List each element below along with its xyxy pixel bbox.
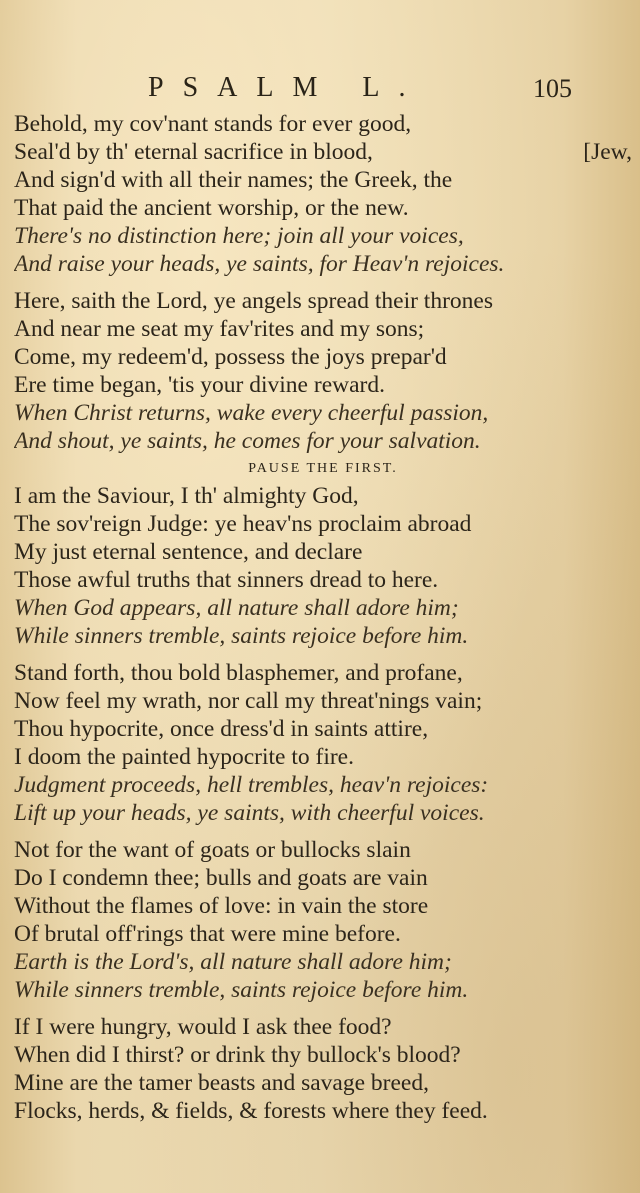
verse-line [14,920,632,948]
line-text: Earth is the Lord's, all nature shall adore him; [14,949,452,975]
verse-line [14,110,632,138]
line-text: I am the Saviour, I th' almighty God, [14,483,359,509]
verse-line [14,538,632,566]
verse-line [14,371,632,399]
line-text: And raise your heads, ye saints, for Heav'n rejoices. [14,251,505,277]
line-text: Now feel my wrath, nor call my threat'nings vain; [14,688,483,714]
line-text: Not for the want of goats or bullocks slain [14,837,411,863]
line-text: If I were hungry, would I ask thee food? [14,1014,392,1040]
stanza [14,836,632,1004]
stanza [14,110,632,278]
line-text: That paid the ancient worship, or the new. [14,195,409,221]
carried-over-word: [Jew, [583,139,632,165]
line-text: While sinners tremble, saints rejoice before him. [14,977,469,1003]
line-text: Do I condemn thee; bulls and goats are vain [14,865,428,891]
line-text: Flocks, herds, & fields, & forests where they feed. [14,1098,488,1124]
line-text: While sinners tremble, saints rejoice before him. [14,623,469,649]
line-text: Thou hypocrite, once dress'd in saints attire, [14,716,429,742]
verse-line [14,315,632,343]
verse-line [14,1013,632,1041]
chorus-line [14,222,632,250]
line-text: There's no distinction here; join all your voices, [14,223,464,249]
verse-line [14,343,632,371]
verse-line [14,194,632,222]
chorus-line [14,399,632,427]
verse-line [14,287,632,315]
psalm-text [14,110,632,1134]
verse-line [14,743,632,771]
verse-line [14,687,632,715]
verse-line [14,482,632,510]
line-text: When did I thirst? or drink thy bullock's blood? [14,1042,461,1068]
verse-line [14,166,632,194]
line-text: And shout, ye saints, he comes for your salvation. [14,428,481,454]
line-text: Behold, my cov'nant stands for ever good, [14,111,412,137]
line-text: Those awful truths that sinners dread to here. [14,567,439,593]
line-text: The sov'reign Judge: ye heav'ns proclaim abroad [14,511,472,537]
line-text: I doom the painted hypocrite to fire. [14,744,354,770]
line-text: When Christ returns, wake every cheerful passion, [14,400,489,426]
line-text: Lift up your heads, ye saints, with cheerful voices. [14,800,485,826]
chorus-line [14,976,632,1004]
verse-line [14,510,632,538]
verse-line [14,659,632,687]
line-text: My just eternal sentence, and declare [14,539,363,565]
chorus-line [14,250,632,278]
verse-line [14,1041,632,1069]
pause-heading: PAUSE THE FIRST. [248,461,398,476]
running-title: PSALM L. [148,72,425,103]
chorus-line [14,594,632,622]
verse-line [14,138,632,166]
verse-line [14,892,632,920]
line-text: Without the flames of love: in vain the store [14,893,429,919]
line-text: And sign'd with all their names; the Greek, the [14,167,453,193]
verse-line [14,864,632,892]
line-text: Here, saith the Lord, ye angels spread their thrones [14,288,493,314]
chorus-line [14,771,632,799]
line-text: Judgment proceeds, hell trembles, heav'n rejoices: [14,772,489,798]
verse-line [14,715,632,743]
line-text: Stand forth, thou bold blasphemer, and profane, [14,660,463,686]
page-header [0,72,640,112]
verse-line [14,1097,632,1125]
line-text: Come, my redeem'd, possess the joys prepar'd [14,344,447,370]
chorus-line [14,427,632,455]
chorus-line [14,622,632,650]
line-text: And near me seat my fav'rites and my sons; [14,316,425,342]
stanza [14,287,632,455]
stanza [14,659,632,827]
chorus-line [14,948,632,976]
stanza [14,1013,632,1125]
line-text: Seal'd by th' eternal sacrifice in blood, [14,139,373,165]
verse-line [14,566,632,594]
line-text: Of brutal off'rings that were mine before. [14,921,401,947]
line-text: When God appears, all nature shall adore him; [14,595,459,621]
verse-line [14,1069,632,1097]
line-text: Mine are the tamer beasts and savage breed, [14,1070,429,1096]
verse-line [14,836,632,864]
chorus-line [14,799,632,827]
page-number: 105 [533,74,572,103]
line-text: Ere time began, 'tis your divine reward. [14,372,385,398]
stanza [14,458,632,650]
